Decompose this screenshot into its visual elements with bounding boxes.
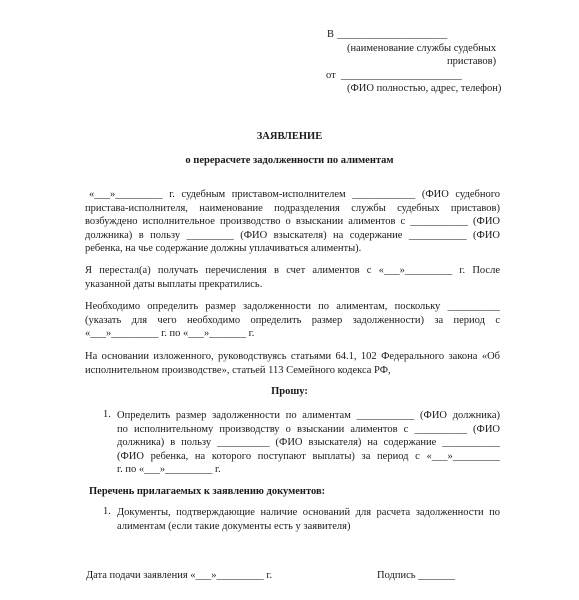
from-line: _______________________ [341,70,462,81]
paragraph-3-line: Необходимо определить размер задолженности по алиментам, поскольку __________ [85,301,500,312]
to-prefix: В [327,29,335,40]
paragraph-1-line: ребенка, на чье содержание должны уплачиваться алименты). [85,243,362,254]
attachments-heading: Перечень прилагаемых к заявлению документов: [89,486,326,497]
attachment-item-number: 1. [103,506,111,517]
attachment-item [117,506,500,533]
request-item [117,409,500,477]
paragraph-3-line: (указать для чего необходимо определить размер задолженности) за период с [85,314,500,326]
paragraph-2-line: указанной даты выплаты прекратились. [85,278,263,290]
from-caption: (ФИО полностью, адрес, телефон) [347,83,502,94]
paragraph-4-line: На основании изложенного, руководствуясь статьями 64.1, 102 Федерального закона «Об [85,351,500,362]
request-item-line: по исполнительному производству о взыскании алиментов с __________ (ФИО [117,423,500,435]
document-title: ЗАЯВЛЕНИЕ [256,131,323,142]
paragraph-1-line: возбуждено исполнительное производство о взыскании алиментов с ___________ (ФИО [85,216,500,227]
to-line: _____________________ [337,29,448,40]
request-item-line: (ФИО ребенка, на которого поступают выплаты) за период с «___»_________ [117,450,500,462]
attachment-item-line: Документы, подтверждающие наличие оснований для расчета задолженности по [117,507,500,518]
request-item-line: г. по «___»_________ г. [117,464,221,475]
attachment-item-line: алиментам (если такие документы есть у заявителя) [117,520,351,532]
paragraph-2 [85,264,500,291]
request-heading: Прошу: [271,386,308,397]
request-item-line: Определить размер задолженности по алиментам ___________ (ФИО должника) [117,410,500,421]
paragraph-3-line: «___»_________ г. по «___»_______ г. [85,328,255,339]
paragraph-3 [85,300,500,341]
paragraph-4 [85,350,500,377]
paragraph-1-line: «___»_________ г. судебным приставом-исполнителем ____________ (ФИО судебного [89,189,500,200]
to-caption-2: приставов) [447,56,497,67]
from-prefix: от [326,70,336,81]
request-item-line: должника) в пользу __________ (ФИО взыскателя) на содержание ___________ [117,437,500,448]
submission-date: Дата подачи заявления «___»_________ г. [86,570,273,581]
paragraph-2-line: Я перестал(а) получать перечисления в счет алиментов с «___»_________ г. После [85,265,500,276]
document-subtitle: о перерасчете задолженности по алиментам [185,155,394,166]
request-item-number: 1. [103,409,111,420]
to-caption-1: (наименование службы судебных [347,43,497,54]
paragraph-1-line: должника) в пользу _________ (ФИО взыскателя) на содержание ___________ (ФИО [85,229,500,241]
paragraph-4-line: исполнительном производстве», статьей 113 Семейного кодекса РФ, [85,364,391,376]
signature-field: Подпись _______ [377,570,455,581]
paragraph-1 [85,188,500,256]
paragraph-1-line: пристава-исполнителя, наименование подразделения службы судебных приставов) [85,202,500,214]
